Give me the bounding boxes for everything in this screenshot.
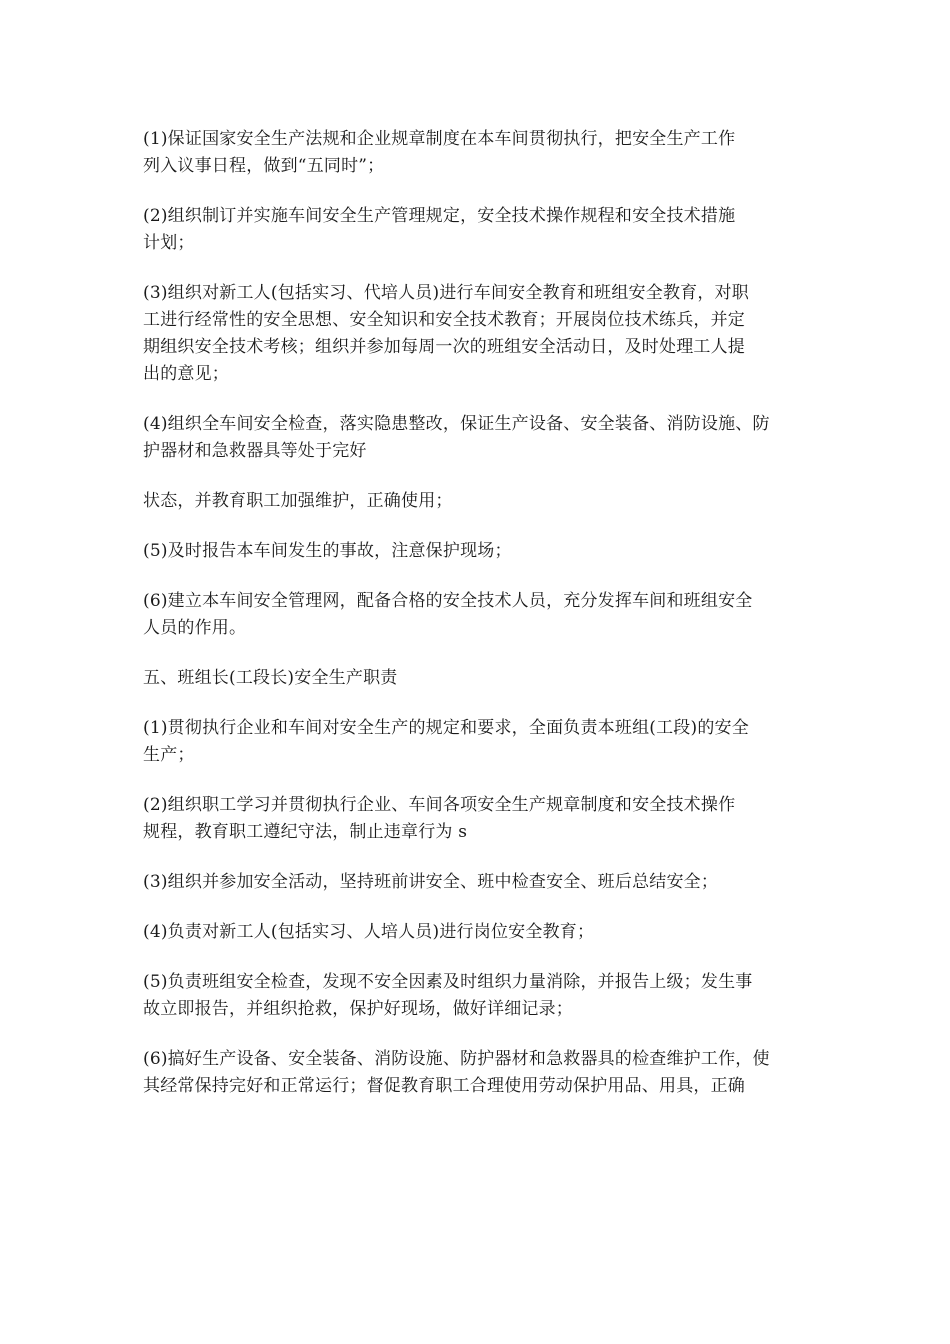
paragraph-5 [143, 488, 811, 515]
paragraph-line: (2)组织制订并实施车间安全生产管理规定，安全技术操作规程和安全技术措施 [143, 206, 736, 226]
paragraph-line: (6)建立本车间安全管理网，配备合格的安全技术人员，充分发挥车间和班组安全 [143, 591, 753, 611]
paragraph-line: (3)组织对新工人(包括实习、代培人员)进行车间安全教育和班组安全教育，对职 [143, 283, 749, 303]
paragraph-10 [143, 792, 811, 846]
paragraph-line: 人员的作用。 [143, 618, 247, 638]
paragraph-line: (5)及时报告本车间发生的事故，注意保护现场； [143, 541, 512, 561]
paragraph-13 [143, 969, 811, 1023]
paragraph-line: (2)组织职工学习并贯彻执行企业、车间各项安全生产规章制度和安全技术操作 [143, 795, 736, 815]
paragraph-line: 期组织安全技术考核；组织并参加每周一次的班组安全活动日，及时处理工人提 [143, 337, 745, 357]
paragraph-line: (1)贯彻执行企业和车间对安全生产的规定和要求，全面负责本班组(工段)的安全 [143, 718, 749, 738]
paragraph-line: (5)负责班组安全检查，发现不安全因素及时组织力量消除，并报告上级；发生事 [143, 972, 753, 992]
paragraph-line: (1)保证国家安全生产法规和企业规章制度在本车间贯彻执行，把安全生产工作 [143, 129, 736, 149]
paragraph-line: (4)负责对新工人(包括实习、人培人员)进行岗位安全教育； [143, 922, 595, 942]
paragraph-2 [143, 203, 811, 257]
document-body [143, 126, 811, 1123]
paragraph-line: 计划； [143, 233, 195, 253]
paragraph-line: (3)组织并参加安全活动，坚持班前讲安全、班中检查安全、班后总结安全； [143, 872, 719, 892]
paragraph-line: 工进行经常性的安全思想、安全知识和安全技术教育；开展岗位技术练兵，并定 [143, 310, 745, 330]
paragraph-7 [143, 588, 811, 642]
paragraph-line: 列入议事日程，做到“五同时”； [143, 156, 385, 176]
paragraph-4 [143, 411, 811, 465]
section-heading [143, 665, 811, 692]
paragraph-line: 其经常保持完好和正常运行；督促教育职工合理使用劳动保护用品、用具，正确 [143, 1076, 745, 1096]
paragraph-line: 生产； [143, 745, 195, 765]
paragraph-14 [143, 1046, 811, 1100]
paragraph-12 [143, 919, 811, 946]
paragraph-line: (4)组织全车间安全检查，落实隐患整改，保证生产设备、安全装备、消防设施、防 [143, 414, 770, 434]
paragraph-1 [143, 126, 811, 180]
paragraph-6 [143, 538, 811, 565]
paragraph-line: 故立即报告，并组织抢救，保护好现场，做好详细记录； [143, 999, 573, 1019]
heading-line: 五、班组长(工段长)安全生产职责 [143, 668, 398, 688]
paragraph-line: 规程，教育职工遵纪守法，制止违章行为 s [143, 822, 468, 842]
paragraph-line: 护器材和急救器具等处于完好 [143, 441, 367, 461]
paragraph-line: (6)搞好生产设备、安全装备、消防设施、防护器材和急救器具的检查维护工作，使 [143, 1049, 770, 1069]
paragraph-9 [143, 715, 811, 769]
paragraph-line: 状态，并教育职工加强维护，正确使用； [143, 491, 453, 511]
paragraph-11 [143, 869, 811, 896]
paragraph-line: 出的意见； [143, 364, 229, 384]
paragraph-3 [143, 280, 811, 388]
